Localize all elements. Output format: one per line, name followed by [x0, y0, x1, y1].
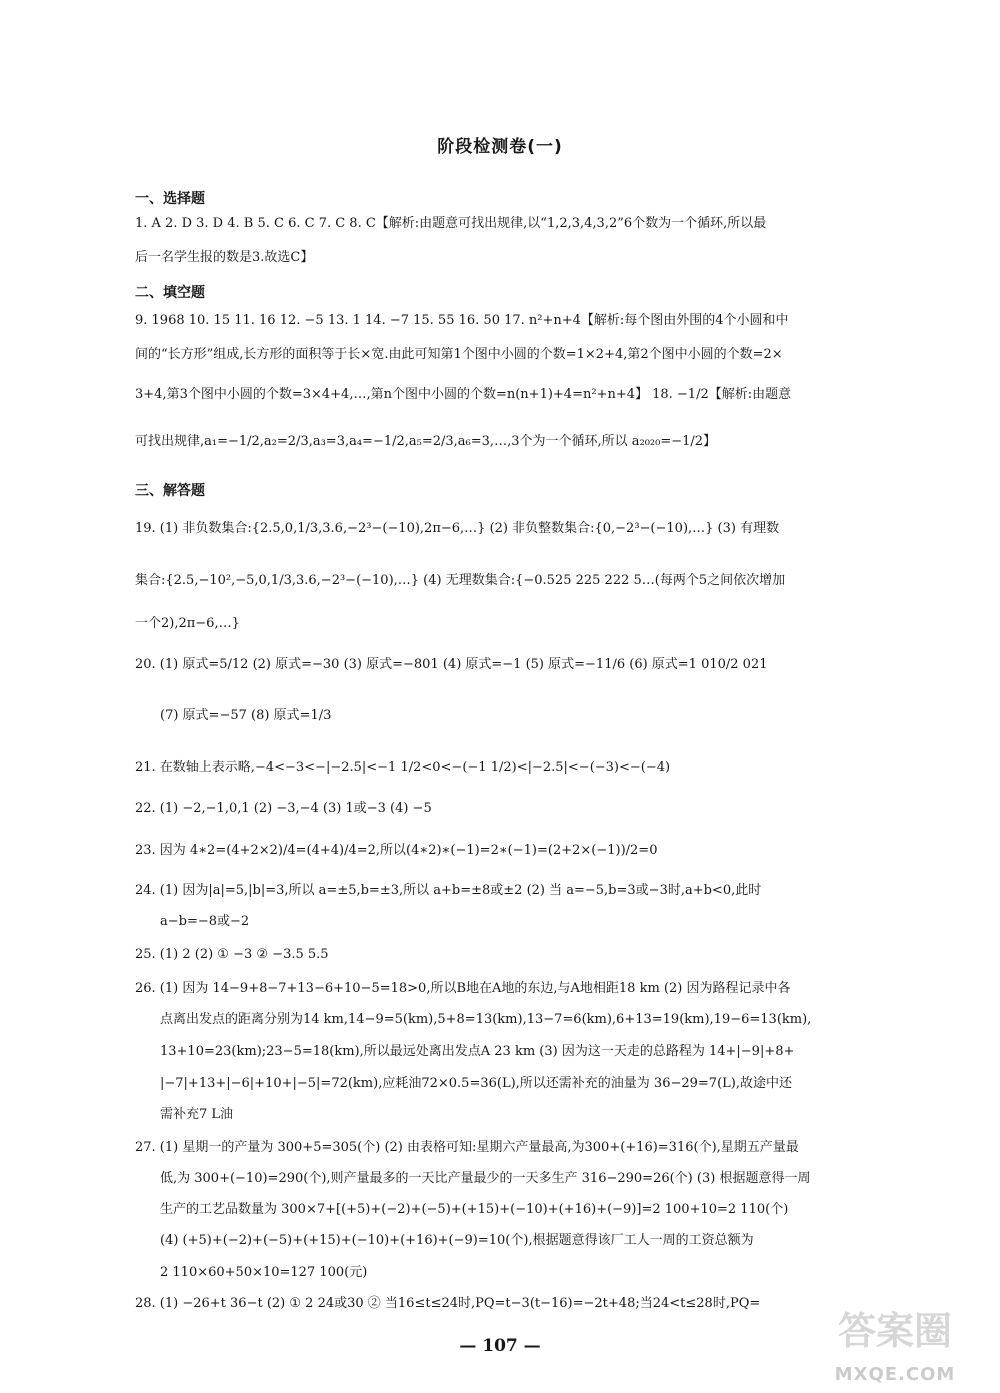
- watermark-url: MXQE.COM: [834, 1364, 956, 1385]
- answer-line: 28. (1) −26+t 36−t (2) ① 2 24或30 ② 当16≤t≤24时,PQ=t−3(t−16)=−2t+48;当24<t≤28时,PQ=: [135, 1296, 761, 1311]
- answer-line: (7) 原式=−57 (8) 原式=1/3: [160, 708, 332, 723]
- answer-line: 19. (1) 非负数集合:{2.5,0,1/3,3.6,−2³−(−10),2π−6,…} (2) 非负整数集合:{0,−2³−(−10),…} (3) 有理数: [135, 521, 780, 536]
- answer-line: 13+10=23(km);23−5=18(km),所以最远处离出发点A 23 km (3) 因为这一天走的总路程为 14+|−9|+8+: [160, 1044, 795, 1059]
- answer-line: 1. A 2. D 3. D 4. B 5. C 6. C 7. C 8. C【解析:由题意可找出规律,以“1,2,3,4,3,2”6个数为一个循环,所以最: [135, 216, 767, 231]
- answer-line: 20. (1) 原式=5/12 (2) 原式=−30 (3) 原式=−801 (4) 原式=−1 (5) 原式=−11/6 (6) 原式=1 010/2 021: [135, 657, 768, 672]
- answer-line: 22. (1) −2,−1,0,1 (2) −3,−4 (3) 1或−3 (4) −5: [135, 801, 432, 816]
- page-number: — 107 —: [459, 1336, 541, 1356]
- answer-line: 点离出发点的距离分别为14 km,14−9=5(km),5+8=13(km),13−7=6(km),6+13=19(km),19−6=13(km),: [160, 1012, 812, 1027]
- answer-line: 9. 1968 10. 15 11. 16 12. −5 13. 1 14. −7 15. 55 16. 50 17. n²+n+4【解析:每个图由外围的4个小圆和中: [135, 313, 789, 328]
- answer-line: 24. (1) 因为|a|=5,|b|=3,所以 a=±5,b=±3,所以 a+b=±8或±2 (2) 当 a=−5,b=3或−3时,a+b<0,此时: [135, 883, 762, 898]
- answer-line: 3+4,第3个图中小圆的个数=3×4+4,…,第n个图中小圆的个数=n(n+1)+4=n²+n+4】 18. −1/2【解析:由题意: [135, 387, 792, 402]
- answer-line: 21. 在数轴上表示略,−4<−3<−|−2.5|<−1 1/2<0<−(−1 1/2)<|−2.5|<−(−3)<−(−4): [135, 760, 671, 775]
- answer-line: 一个2),2π−6,…}: [135, 616, 240, 631]
- answer-line: 可找出规律,a₁=−1/2,a₂=2/3,a₃=3,a₄=−1/2,a₅=2/3,a₆=3,…,3个为一个循环,所以 a₂₀₂₀=−1/2】: [135, 434, 717, 449]
- answer-line: 间的“长方形”组成,长方形的面积等于长×宽.由此可知第1个图中小圆的个数=1×2+4,第2个图中小圆的个数=2×: [135, 347, 783, 362]
- answer-line: 23. 因为 4∗2=(4+2×2)/4=(4+4)/4=2,所以(4∗2)∗(−1)=2∗(−1)=(2+2×(−1))/2=0: [135, 843, 658, 858]
- answer-line: 2 110×60+50×10=127 100(元): [160, 1265, 368, 1280]
- page-title: 阶段检测卷(一): [437, 137, 563, 157]
- answer-line: (4) (+5)+(−2)+(−5)+(+15)+(−10)+(+16)+(−9)=10(个),根据题意得该厂工人一周的工资总额为: [160, 1233, 754, 1248]
- watermark-text: 答案圈: [837, 1309, 952, 1353]
- section-heading-choice: 一、选择题: [135, 191, 205, 207]
- section-heading-fill: 二、填空题: [135, 285, 205, 301]
- answer-line: 生产的工艺品数量为 300×7+[(+5)+(−2)+(−5)+(+15)+(−10)+(+16)+(−9)]=2 100+10=2 110(个): [160, 1202, 789, 1217]
- answer-line: 低,为 300+(−10)=290(个),则产量最多的一天比产量最少的一天多生产 316−290=26(个) (3) 根据题意得一周: [160, 1171, 811, 1186]
- answer-line: 25. (1) 2 (2) ① −3 ② −3.5 5.5: [135, 947, 329, 962]
- answer-line: 后一名学生报的数是3.故选C】: [135, 250, 314, 265]
- answer-line: 需补充7 L油: [160, 1107, 234, 1122]
- answer-line: 26. (1) 因为 14−9+8−7+13−6+10−5=18>0,所以B地在A地的东边,与A地相距18 km (2) 因为路程记录中各: [135, 981, 791, 996]
- section-heading-solve: 三、解答题: [135, 483, 205, 499]
- answer-line: |−7|+13+|−6|+10+|−5|=72(km),应耗油72×0.5=36(L),所以还需补充的油量为 36−29=7(L),故途中还: [160, 1076, 792, 1091]
- answer-line: 集合:{2.5,−10²,−5,0,1/3,3.6,−2³−(−10),…} (4) 无理数集合:{−0.525 225 222 5…(每两个5之间依次增加: [135, 573, 786, 588]
- answer-line: a−b=−8或−2: [160, 914, 250, 929]
- watermark-logo: [820, 1300, 970, 1385]
- answer-line: 27. (1) 星期一的产量为 300+5=305(个) (2) 由表格可知:星期六产量最高,为300+(+16)=316(个),星期五产量最: [135, 1140, 799, 1155]
